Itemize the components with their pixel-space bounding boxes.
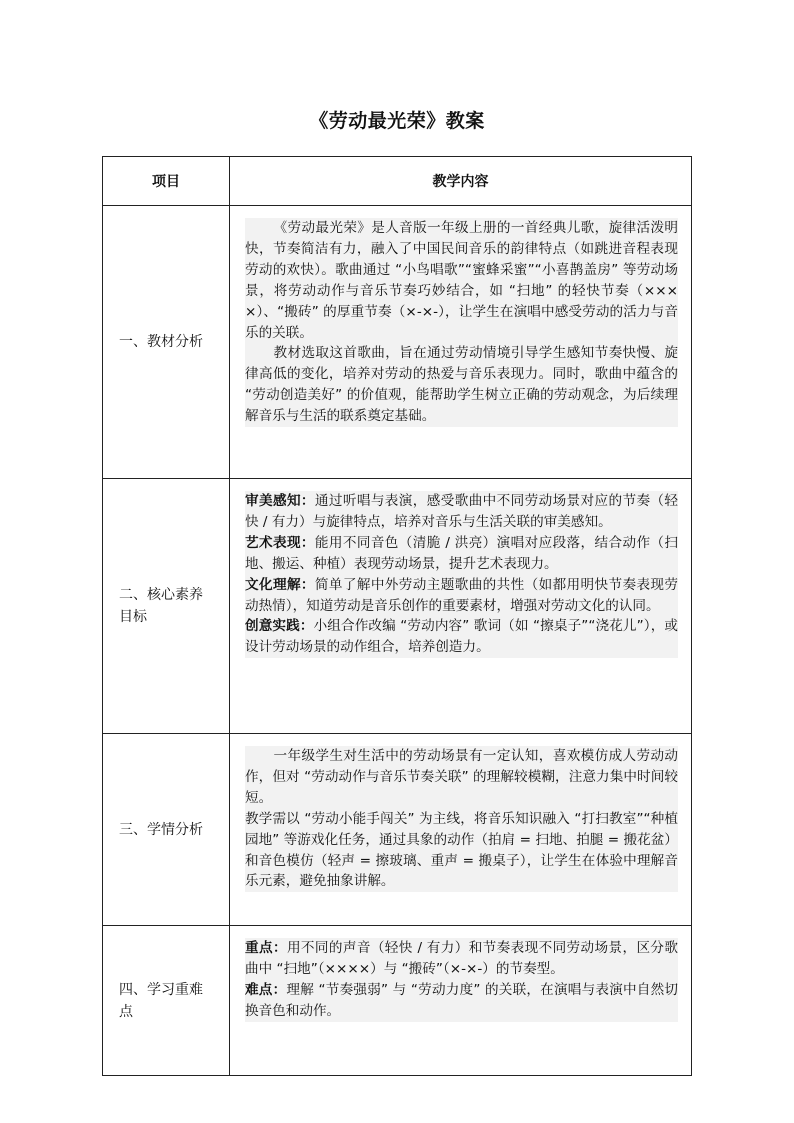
goal-term: 创意实践： (245, 618, 314, 635)
row-content (230, 479, 692, 734)
header-content: 教学内容 (230, 157, 692, 206)
table-row-learner-analysis (103, 734, 692, 926)
content-paragraph: 教材选取这首歌曲，旨在通过劳动情境引导学生感知节奏快慢、旋律高低的变化，培养对劳动的热爱与音乐表现力。同时，歌曲中蕴含的 “劳动创造美好” 的价值观，能帮助学生树立正确的劳动观念，为后续理解音乐与生活的联系奠定基础。 (245, 343, 678, 427)
content-paragraph: 《劳动最光荣》是人音版一年级上册的一首经典儿歌，旋律活泼明快，节奏简洁有力，融入了中国民间音乐的韵律特点（如跳进音程表现劳动的欢快）。歌曲通过 “小鸟唱歌”“蜜蜂采蜜”“小喜鹊盖房” 等劳动场景，将劳动动作与音乐节奏巧妙结合，如 “扫地” 的轻快节奏（××××）、“搬砖” 的厚重节奏（×-×-），让学生在演唱中感受劳动的活力与音乐的关联。 (245, 218, 678, 343)
header-item: 项目 (103, 157, 230, 206)
table-row-core-literacy-goals (103, 479, 692, 734)
goal-item (245, 491, 678, 533)
row-label: 二、核心素养目标 (103, 479, 230, 734)
lesson-plan-table (102, 156, 692, 1076)
goal-text: 通过听唱与表演，感受歌曲中不同劳动场景对应的节奏（轻快 / 有力）与旋律特点，培养对音乐与生活关联的审美感知。 (245, 493, 679, 530)
table-row-textbook-analysis (103, 206, 692, 479)
key-point-text: 理解 “节奏强弱” 与 “劳动力度” 的关联，在演唱与表演中自然切换音色和动作。 (245, 981, 679, 1019)
row-label: 三、学情分析 (103, 734, 230, 926)
key-point-term: 难点： (245, 981, 287, 998)
goal-term: 审美感知： (245, 493, 315, 509)
row-content (230, 926, 692, 1076)
key-point-term: 重点： (245, 940, 287, 956)
content-paragraph: 一年级学生对生活中的劳动场景有一定认知，喜欢模仿成人劳动动作，但对 “劳动动作与音乐节奏关联” 的理解较模糊，注意力集中时间较短。 (245, 746, 678, 809)
row-label: 一、教材分析 (103, 206, 230, 479)
key-point-item (245, 938, 678, 980)
key-point-item (245, 980, 678, 1022)
key-point-text: 用不同的声音（轻快 / 有力）和节奏表现不同劳动场景，区分歌曲中 “扫地”（××××）与 “搬砖”（×-×-）的节奏型。 (245, 940, 679, 977)
goal-item (245, 575, 678, 617)
row-content (230, 734, 692, 926)
row-content (230, 206, 692, 479)
goal-term: 艺术表现： (245, 534, 315, 551)
page-title: 《劳动最光荣》教案 (309, 110, 485, 132)
goal-term: 文化理解： (245, 576, 315, 593)
goal-text: 简单了解中外劳动主题歌曲的共性（如都用明快节奏表现劳动热情），知道劳动是音乐创作的重要素材，增强对劳动文化的认同。 (245, 576, 679, 614)
goal-item (245, 533, 678, 575)
table-row-key-difficult-points (103, 926, 692, 1076)
table-header-row (103, 157, 692, 206)
goal-text: 能用不同音色（清脆 / 洪亮）演唱对应段落，结合动作（扫地、搬运、种植）表现劳动场景，提升艺术表现力。 (245, 534, 678, 572)
row-label: 四、学习重难点 (103, 926, 230, 1076)
content-paragraph: 教学需以 “劳动小能手闯关” 为主线，将音乐知识融入 “打扫教室”“种植园地” 等游戏化任务，通过具象的动作（拍肩 = 扫地、拍腿 = 搬花盆）和音色模仿（轻声 = 擦玻璃、重声 = 搬桌子），让学生在体验中理解音乐元素，避免抽象讲解。 (245, 809, 678, 893)
goal-item (245, 616, 678, 658)
goal-text: 小组合作改编 “劳动内容” 歌词（如 “擦桌子”“浇花儿”），或设计劳动场景的动作组合，培养创造力。 (245, 618, 679, 656)
